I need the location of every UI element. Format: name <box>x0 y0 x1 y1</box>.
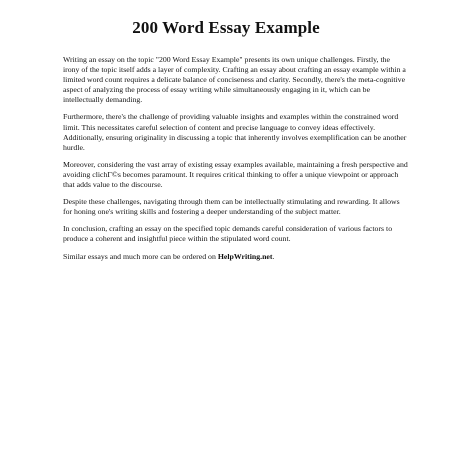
paragraph-3: Moreover, considering the vast array of existing essay examples available, maintaining a fresh perspective and avoiding clichГ©s becomes paramount. It requires critical thinking to offer a unique viewpoint or approach that adds value to the discourse. <box>63 159 408 190</box>
paragraph-2: Furthermore, there's the challenge of providing valuable insights and examples within the constrained word limit. This necessitates careful selection of content and precise language to convey ideas effectively. Additionally, ensuring originality in discussing a topic that inherently involves exemplification can be another hurdle. <box>63 112 407 152</box>
essay-body <box>63 55 408 269</box>
closing-period: . <box>272 251 275 261</box>
paragraph-4: Despite these challenges, navigating through them can be intellectually stimulating and rewarding. It allows for honing one's writing skills and fostering a deeper understanding of the subject matter. <box>63 197 400 217</box>
closing-paragraph <box>63 252 408 262</box>
helpwriting-link[interactable]: HelpWriting.net <box>217 251 273 261</box>
paragraph-5: In conclusion, crafting an essay on the specified topic demands careful consideration of various factors to produce a coherent and insightful piece within the stipulated word count. <box>63 224 393 244</box>
paragraph-1: Writing an essay on the topic "200 Word Essay Example" presents its own unique challenges. Firstly, the irony of the topic itself adds a layer of complexity. Crafting an essay about crafting an essay example within a limited word count requires a delicate balance of conciseness and clarity. Secondly, there's the meta-cognitive aspect of analyzing the process of essay writing while simultaneously engaging in it, which can be intellectually demanding. <box>63 55 406 105</box>
closing-text: Similar essays and much more can be ordered on <box>63 251 218 261</box>
page-title: 200 Word Essay Example <box>132 18 320 37</box>
